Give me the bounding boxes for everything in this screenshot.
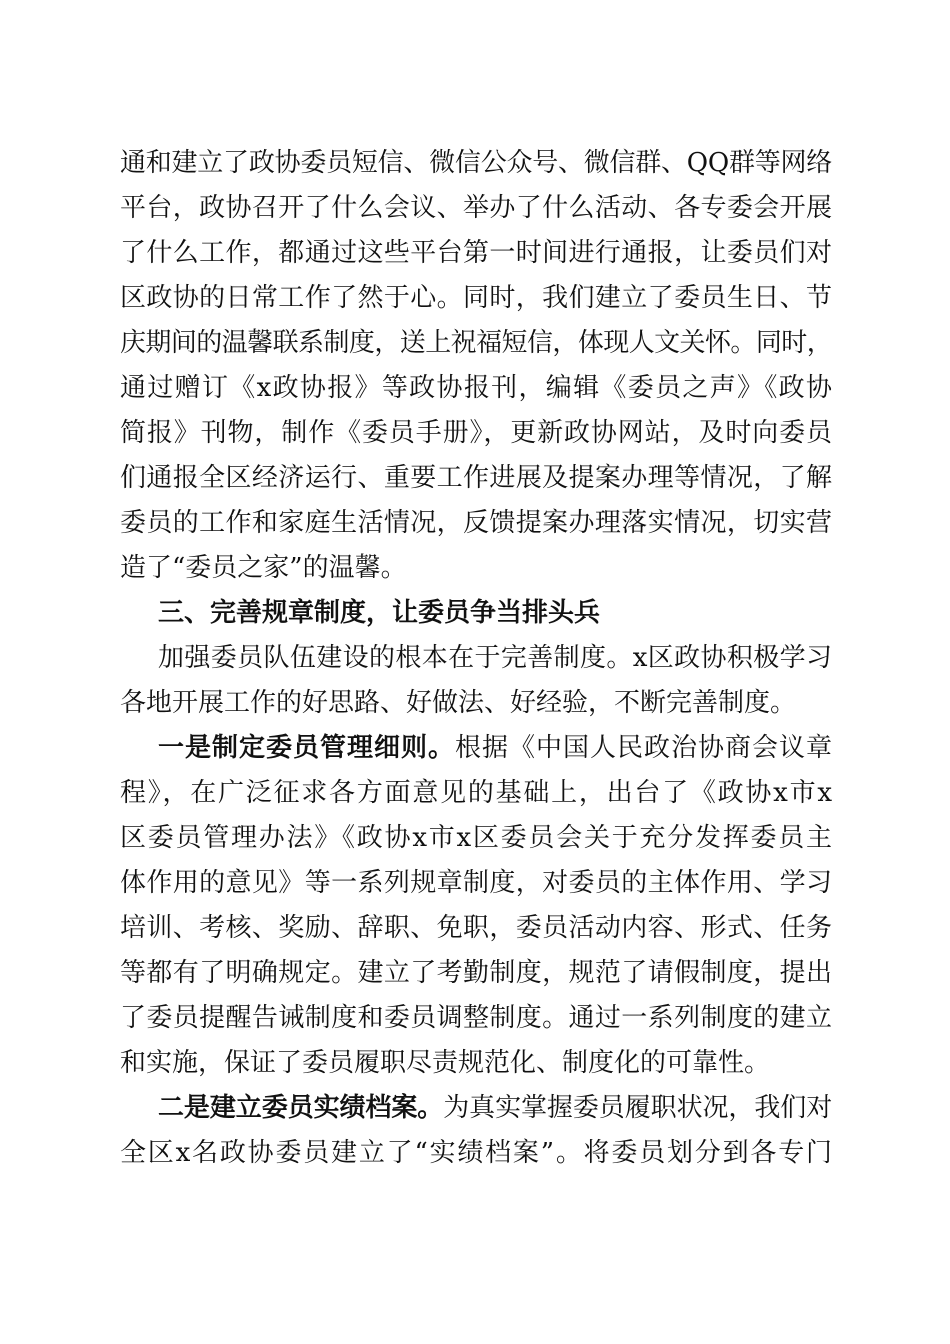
body-text-line: 区委员管理办法》《政协x市x区委员会关于充分发挥委员主 <box>120 823 832 853</box>
paragraph-text: 为真实掌握委员履职状况，我们对 <box>443 1093 832 1123</box>
body-text-line: 和实施，保证了委员履职尽责规范化、制度化的可靠性。 <box>120 1048 771 1078</box>
paragraph-lead: 二是建立委员实绩档案。 <box>158 1093 444 1123</box>
body-text-line: 造了“委员之家”的温馨。 <box>120 553 407 583</box>
paragraph-lead: 一是制定委员管理细则。 <box>158 733 455 763</box>
section-heading: 三、完善规章制度，让委员争当排头兵 <box>158 598 601 628</box>
body-text-line: 等都有了明确规定。建立了考勤制度，规范了请假制度，提出 <box>120 958 832 988</box>
body-text-line: 程》，在广泛征求各方面意见的基础上，出台了《政协x市x <box>120 778 832 808</box>
body-text-line: 通过赠订《x政协报》等政协报刊，编辑《委员之声》《政协 <box>120 373 832 403</box>
body-text-line: 加强委员队伍建设的根本在于完善制度。x区政协积极学习 <box>158 643 832 673</box>
body-text-line: 委员的工作和家庭生活情况，反馈提案办理落实情况，切实营 <box>120 508 832 538</box>
paragraph-first-line <box>158 726 832 770</box>
body-text-line: 通和建立了政协委员短信、微信公众号、微信群、QQ群等网络 <box>120 148 832 178</box>
body-text-line: 区政协的日常工作了然于心。同时，我们建立了委员生日、节 <box>120 283 832 313</box>
body-text-line: 各地开展工作的好思路、好做法、好经验，不断完善制度。 <box>120 688 797 718</box>
body-text-line: 庆期间的温馨联系制度，送上祝福短信，体现人文关怀。同时， <box>120 328 832 358</box>
body-text-line: 简报》刊物，制作《委员手册》，更新政协网站，及时向委员 <box>120 418 832 448</box>
paragraph-text: 根据《中国人民政治协商会议章 <box>455 733 832 763</box>
body-text-line: 了委员提醒告诫制度和委员调整制度。通过一系列制度的建立 <box>120 1003 832 1033</box>
body-text-line: 了什么工作，都通过这些平台第一时间进行通报，让委员们对 <box>120 238 832 268</box>
body-text-line: 平台，政协召开了什么会议、举办了什么活动、各专委会开展 <box>120 193 832 223</box>
body-text-line: 体作用的意见》等一系列规章制度，对委员的主体作用、学习 <box>120 868 832 898</box>
body-text-line: 们通报全区经济运行、重要工作进展及提案办理等情况，了解 <box>120 463 832 493</box>
body-text-line: 全区x名政协委员建立了“实绩档案”。将委员划分到各专门 <box>120 1138 832 1168</box>
paragraph-first-line <box>158 1086 832 1130</box>
body-text-line: 培训、考核、奖励、辞职、免职，委员活动内容、形式、任务 <box>120 913 832 943</box>
